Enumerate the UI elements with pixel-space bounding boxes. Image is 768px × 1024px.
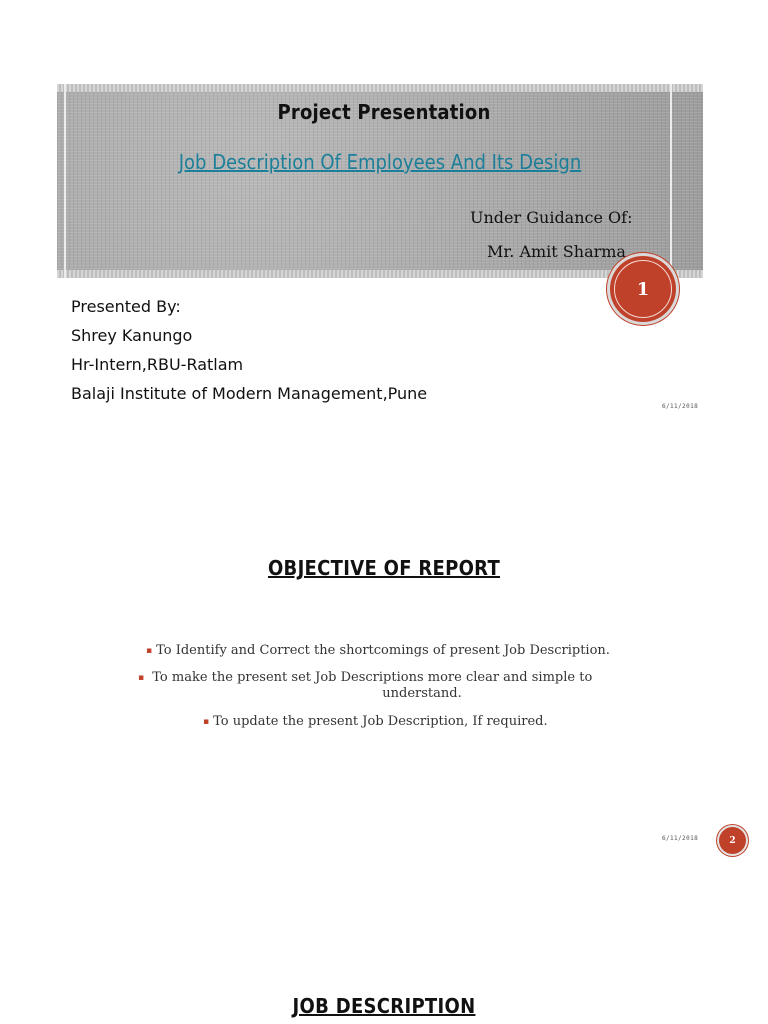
slide-date: 6/11/2018 bbox=[662, 835, 699, 842]
bullet-text: To Identify and Correct the shortcomings of present Job Description. bbox=[156, 643, 610, 658]
bullet-text-continuation: understand. bbox=[382, 686, 462, 701]
presenter-role: Hr-Intern,RBU-Ratlam bbox=[71, 355, 244, 374]
banner-top-stripe bbox=[57, 84, 703, 92]
guide-name: Mr. Amit Sharma bbox=[487, 242, 626, 261]
slide-number-badge bbox=[610, 256, 676, 322]
bullet-text: To make the present set Job Descriptions more clear and simple to bbox=[152, 670, 593, 685]
bullet-icon: ▪ bbox=[138, 673, 145, 683]
slide-number-badge bbox=[719, 827, 746, 854]
bullet-item bbox=[146, 643, 610, 659]
objective-heading: OBJECTIVE OF REPORT bbox=[267, 556, 501, 580]
presented-by-label: Presented By: bbox=[71, 297, 181, 316]
presentation-title: Project Presentation bbox=[277, 100, 491, 124]
slide-number: 2 bbox=[729, 835, 736, 846]
bullet-icon: ▪ bbox=[203, 717, 210, 727]
guidance-label: Under Guidance Of: bbox=[470, 208, 633, 227]
slide-number: 1 bbox=[636, 278, 650, 300]
bullet-item bbox=[203, 714, 548, 730]
bullet-item bbox=[138, 670, 658, 702]
presenter-institute: Balaji Institute of Modern Management,Pune bbox=[71, 384, 428, 403]
slide-1 bbox=[0, 0, 768, 430]
bullet-text: To update the present Job Description, If required. bbox=[213, 714, 548, 729]
bullet-icon: ▪ bbox=[146, 646, 153, 656]
job-description-heading: JOB DESCRIPTION bbox=[292, 994, 476, 1018]
presentation-subtitle: Job Description Of Employees And Its Design bbox=[178, 150, 582, 174]
banner-bottom-stripe bbox=[57, 270, 703, 278]
slide-date: 6/11/2018 bbox=[662, 403, 699, 410]
presenter-name: Shrey Kanungo bbox=[71, 326, 193, 345]
